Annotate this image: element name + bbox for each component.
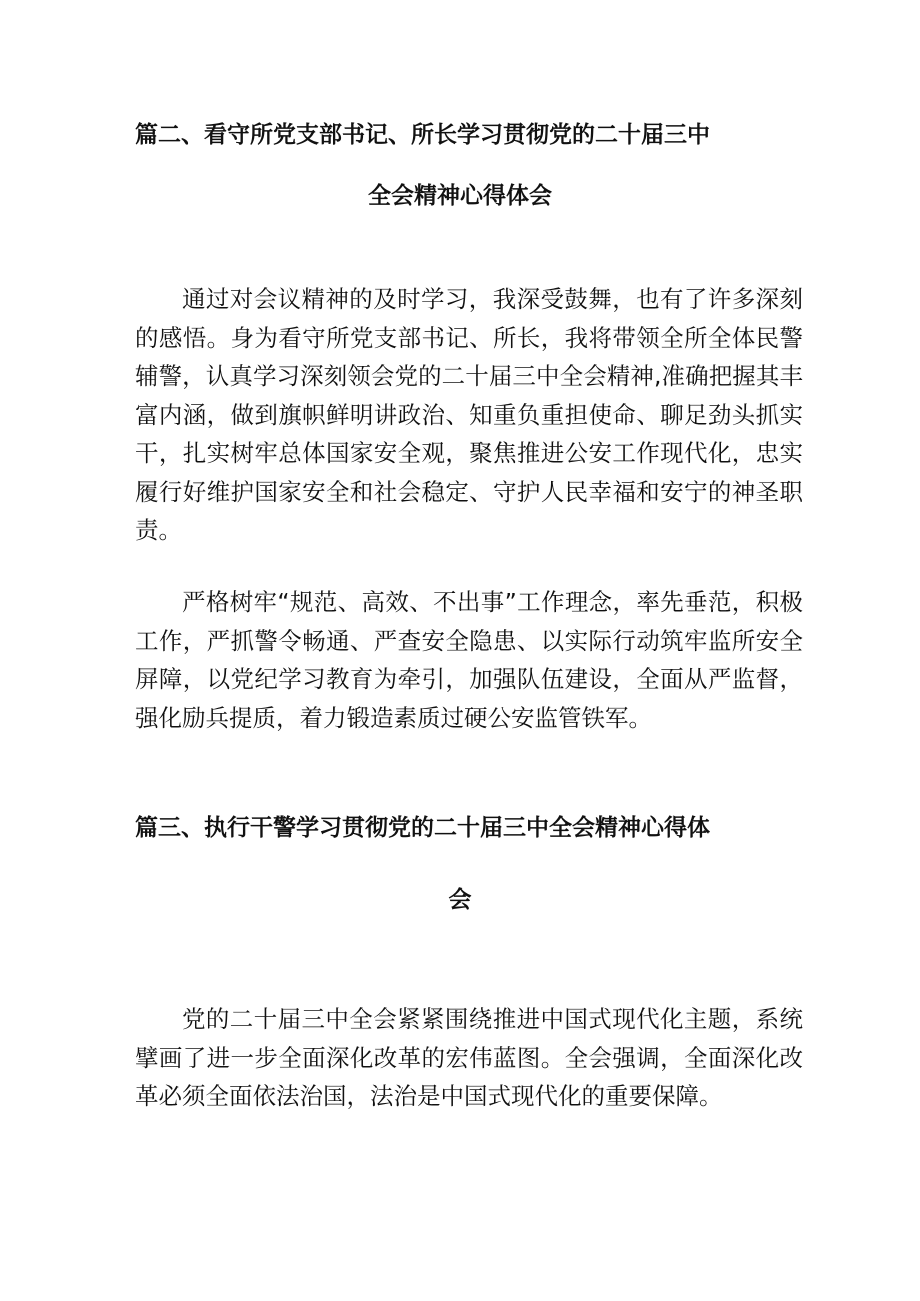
section2-title-line1: 篇二、看守所党支部书记、所长学习贯彻党的二十届三中 <box>135 122 710 148</box>
section2-paragraph-2: 严格树牢“规范、高效、不出事”工作理念，率先垂范，积极工作，严抓警令畅通、严查安全隐患、以实际行动筑牢监所安全屏障，以党纪学习教育为牵引，加强队伍建设，全面从严监督，强化励兵提质，着力锻造素质过硬公安监管铁军。 <box>135 588 803 732</box>
section3-paragraph-1: 党的二十届三中全会紧紧围绕推进中国式现代化主题，系统擘画了进一步全面深化改革的宏伟蓝图。全会强调，全面深化改革必须全面依法治国，法治是中国式现代化的重要保障。 <box>135 1005 803 1110</box>
section3-title-line1: 篇三、执行干警学习贯彻党的二十届三中全会精神心得体 <box>135 815 710 841</box>
section2-paragraph-1: 通过对会议精神的及时学习，我深受鼓舞，也有了许多深刻的感悟。身为看守所党支部书记、所长，我将带领全所全体民警辅警，认真学习深刻领会党的二十届三中全会精神,准确把握其丰富内涵，做到旗帜鲜明讲政治、知重负重担使命、聊足劲头抓实干，扎实树牢总体国家安全观，聚焦推进公安工作现代化，忠实履行好维护国家安全和社会稳定、守护人民幸福和安宁的神圣职责。 <box>135 285 803 544</box>
section3-title-line2: 会 <box>448 887 472 913</box>
section2-title-line2: 全会精神心得体会 <box>368 183 552 209</box>
